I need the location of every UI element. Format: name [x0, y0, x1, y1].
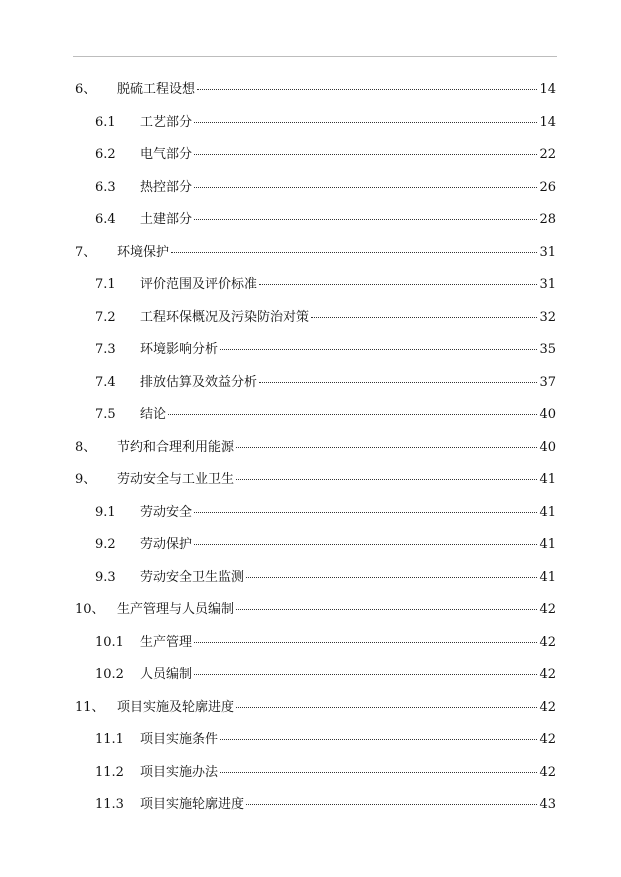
toc-leader-dots	[220, 738, 537, 740]
toc-entry[interactable]	[0, 178, 621, 198]
toc-leader-dots	[168, 413, 537, 415]
toc-entry-page: 41	[539, 504, 556, 520]
toc-entry[interactable]	[0, 405, 621, 425]
toc-entry-number: 6.4	[95, 212, 116, 227]
toc-entry-number: 11、	[75, 699, 105, 715]
toc-leader-dots	[171, 251, 537, 253]
toc-entry[interactable]	[0, 340, 621, 360]
toc-leader-dots	[194, 543, 537, 545]
toc-entry-page: 37	[539, 374, 556, 390]
toc-entry-number: 8、	[75, 439, 97, 455]
toc-entry-number: 11.3	[95, 797, 124, 812]
toc-entry-number: 7.3	[95, 342, 116, 357]
toc-entry-title: 项目实施办法	[140, 764, 219, 780]
toc-entry-title: 项目实施及轮廓进度	[117, 699, 235, 715]
toc-entry[interactable]	[0, 243, 621, 263]
toc-entry-page: 14	[539, 114, 556, 130]
toc-entry-number: 10.2	[95, 667, 124, 682]
toc-entry[interactable]	[0, 665, 621, 685]
toc-entry-number: 7.4	[95, 374, 116, 390]
toc-entry-page: 35	[539, 342, 556, 357]
toc-leader-dots	[236, 706, 537, 708]
toc-entry-page: 41	[539, 537, 556, 552]
toc-entry[interactable]	[0, 145, 621, 165]
toc-entry-page: 22	[539, 147, 556, 162]
toc-entry-title: 劳动安全	[140, 504, 193, 520]
toc-entry[interactable]	[0, 210, 621, 230]
toc-leader-dots	[194, 511, 537, 513]
toc-leader-dots	[246, 803, 537, 805]
toc-leader-dots	[311, 316, 537, 318]
toc-entry-title: 环境影响分析	[140, 342, 219, 357]
toc-entry[interactable]	[0, 80, 621, 100]
toc-entry-title: 环境保护	[117, 244, 170, 260]
toc-entry-page: 42	[539, 634, 556, 650]
toc-entry-title: 项目实施轮廓进度	[140, 797, 245, 812]
toc-entry-title: 工艺部分	[140, 114, 193, 130]
toc-leader-dots	[194, 153, 537, 155]
toc-entry[interactable]	[0, 438, 621, 458]
toc-entry-title: 人员编制	[140, 667, 193, 682]
toc-entry[interactable]	[0, 470, 621, 490]
toc-entry-number: 6、	[75, 82, 97, 97]
toc-entry-number: 10、	[75, 602, 105, 617]
toc-entry-number: 9.3	[95, 569, 116, 585]
toc-leader-dots	[194, 186, 537, 188]
toc-entry-title: 结论	[140, 407, 167, 422]
toc-entry-number: 6.1	[95, 114, 116, 130]
toc-entry-number: 9.2	[95, 537, 116, 552]
toc-entry-page: 42	[539, 764, 556, 780]
toc-entry-page: 32	[539, 309, 556, 325]
toc-entry-number: 7.5	[95, 407, 116, 422]
toc-leader-dots	[194, 641, 537, 643]
toc-entry-page: 43	[539, 797, 556, 812]
toc-leader-dots	[246, 576, 537, 578]
toc-leader-dots	[259, 381, 537, 383]
toc-entry-page: 41	[539, 569, 556, 585]
toc-entry[interactable]	[0, 275, 621, 295]
toc-entry-title: 热控部分	[140, 179, 193, 195]
toc-entry-number: 10.1	[95, 634, 124, 650]
toc-entry-title: 劳动保护	[140, 537, 193, 552]
toc-entry-title: 评价范围及评价标准	[140, 277, 258, 292]
toc-entry[interactable]	[0, 308, 621, 328]
toc-leader-dots	[220, 771, 537, 773]
toc-entry-title: 劳动安全卫生监测	[140, 569, 245, 585]
toc-entry-number: 6.2	[95, 147, 116, 162]
toc-entry[interactable]	[0, 113, 621, 133]
toc-entry-number: 7.1	[95, 277, 116, 292]
toc-entry-title: 劳动安全与工业卫生	[117, 472, 235, 487]
toc-leader-dots	[194, 673, 537, 675]
toc-entry-page: 42	[539, 667, 556, 682]
toc-entry-number: 11.1	[95, 732, 124, 747]
toc-entry-page: 31	[539, 244, 556, 260]
toc-entry[interactable]	[0, 795, 621, 815]
toc-leader-dots	[259, 283, 537, 285]
toc-entry-number: 9.1	[95, 504, 116, 520]
toc-entry[interactable]	[0, 568, 621, 588]
toc-entry-title: 生产管理与人员编制	[117, 602, 235, 617]
toc-entry[interactable]	[0, 633, 621, 653]
toc-entry-number: 11.2	[95, 764, 124, 780]
toc-entry[interactable]	[0, 763, 621, 783]
toc-entry[interactable]	[0, 373, 621, 393]
toc-entry-page: 41	[539, 472, 556, 487]
toc-entry-page: 14	[539, 82, 556, 97]
toc-entry-title: 脱硫工程设想	[117, 82, 196, 97]
toc-leader-dots	[236, 446, 537, 448]
toc-leader-dots	[236, 608, 537, 610]
toc-entry-title: 项目实施条件	[140, 732, 219, 747]
toc-leader-dots	[194, 121, 537, 123]
toc-entry-title: 电气部分	[140, 147, 193, 162]
toc-entry-title: 节约和合理利用能源	[117, 439, 235, 455]
toc-entry-title: 工程环保概况及污染防治对策	[140, 309, 310, 325]
toc-entry-number: 7、	[75, 244, 97, 260]
toc-entry-number: 7.2	[95, 309, 116, 325]
toc-entry-page: 28	[539, 212, 556, 227]
toc-entry[interactable]	[0, 503, 621, 523]
toc-entry-page: 42	[539, 602, 556, 617]
toc-entry-number: 9、	[75, 472, 97, 487]
toc-entry-title: 生产管理	[140, 634, 193, 650]
toc-entry[interactable]	[0, 698, 621, 718]
toc-leader-dots	[194, 218, 537, 220]
toc-entry-page: 31	[539, 277, 556, 292]
toc-entry-title: 土建部分	[140, 212, 193, 227]
toc-entry[interactable]	[0, 535, 621, 555]
toc-entry-number: 6.3	[95, 179, 116, 195]
toc-leader-dots	[220, 348, 537, 350]
toc-entry-page: 26	[539, 179, 556, 195]
toc-entry-page: 40	[539, 439, 556, 455]
toc-entry[interactable]	[0, 600, 621, 620]
toc-leader-dots	[197, 88, 537, 90]
toc-entry-title: 排放估算及效益分析	[140, 374, 258, 390]
toc-entry-page: 40	[539, 407, 556, 422]
toc-entry-page: 42	[539, 699, 556, 715]
toc-entry[interactable]	[0, 730, 621, 750]
toc-leader-dots	[236, 478, 537, 480]
toc-entry-page: 42	[539, 732, 556, 747]
